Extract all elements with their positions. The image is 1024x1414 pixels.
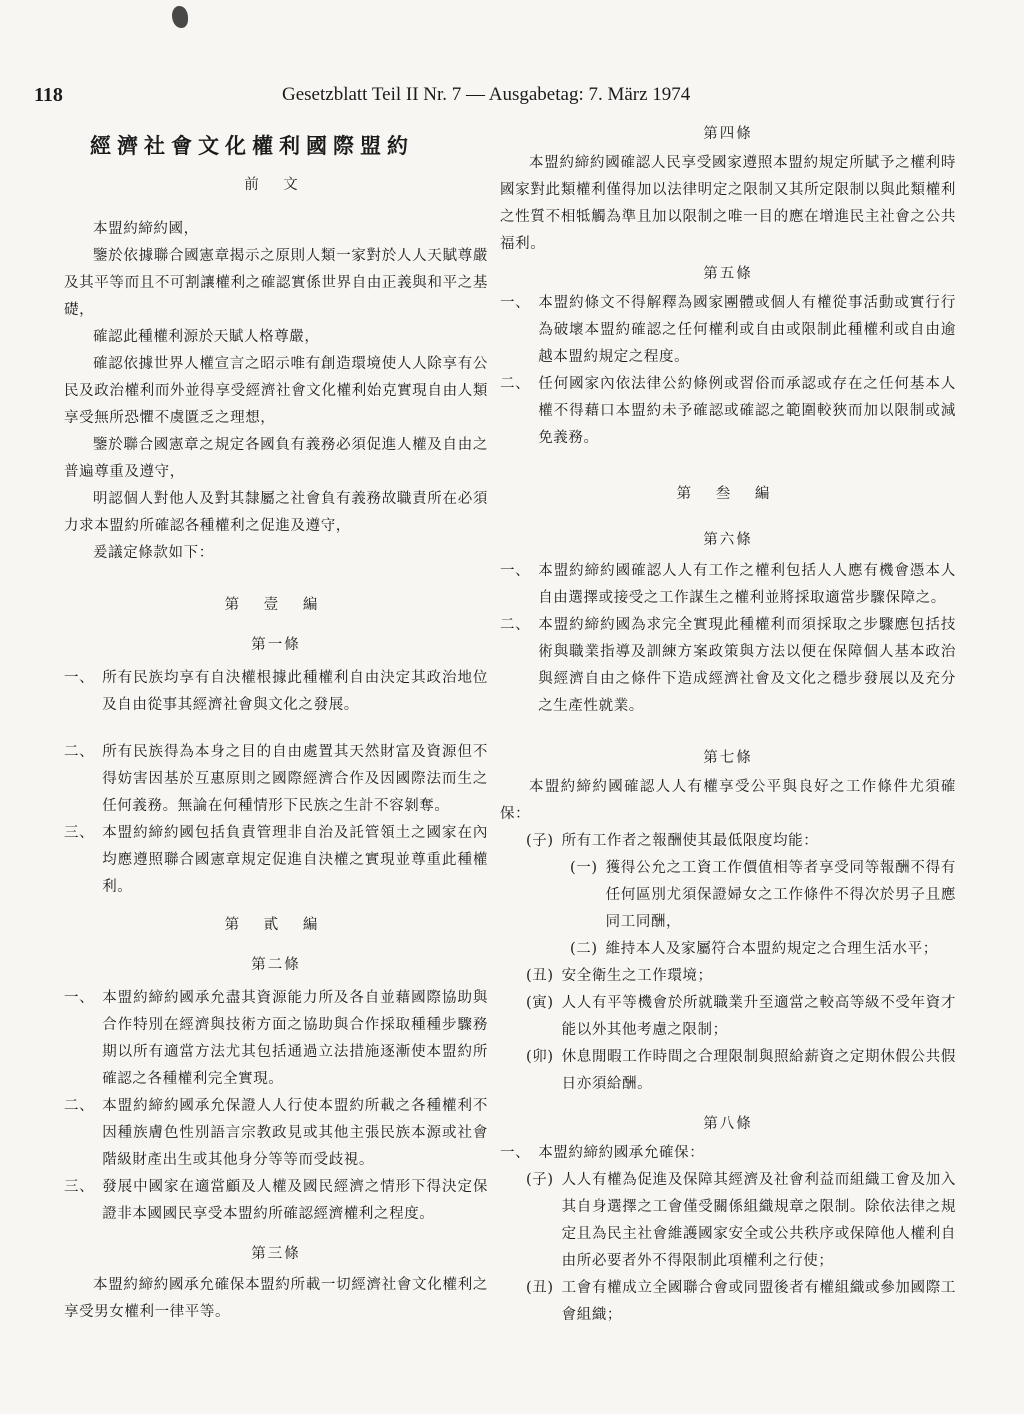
article-subclause [570,936,956,963]
clause-text: 所有民族得為本身之目的自由處置其天然財富及資源但不得妨害因基於互惠原則之國際經濟合作及因國際法而生之任何義務。無論在何種情形下民族之生計不容剝奪。 [102,744,488,814]
article-clause [64,1174,488,1228]
clause-number: (子) [526,1172,554,1188]
clause-number: 一、 [64,670,95,686]
article-clause [500,1140,956,1167]
article-subclause [526,1275,956,1329]
clause-number: 二、 [500,617,531,633]
article-subclause [526,963,956,990]
ink-blot [172,6,188,28]
clause-number: (子) [526,833,554,849]
clause-text: 本盟約締約國承允盡其資源能力所及各自並藉國際協助與合作特別在經濟與技術方面之協助與合作採取種種步驟務期以所有適當方法尤其包括通過立法措施逐漸使本盟約所確認之各種權利完全實現。 [102,990,488,1087]
clause-number: (丑) [526,1280,554,1296]
clause-text: 本盟約條文不得解釋為國家團體或個人有權從事活動或實行行為破壞本盟約確認之任何權利或自由或限制此種權利或自由逾越本盟約規定之程度。 [538,295,956,365]
clause-number: 三、 [64,1179,95,1195]
clause-number: (寅) [526,995,554,1011]
left-column [64,122,488,1326]
clause-number: 一、 [500,563,531,579]
clause-text: 休息閒暇工作時間之合理限制與照給薪資之定期休假公共假日亦須給酬。 [561,1049,956,1092]
clause-text: 工會有權成立全國聯合會或同盟後者有權組織或參加國際工會組織； [561,1280,956,1323]
clause-number: 二、 [64,1098,95,1114]
article-heading: 第五條 [703,266,753,282]
preamble-para: 爰議定條款如下： [93,545,214,561]
clause-number: 一、 [64,990,95,1006]
article-heading: 第二條 [251,957,301,973]
clause-number: 二、 [64,744,95,760]
clause-text: 本盟約締約國確認人人有工作之權利包括人人應有機會憑本人自由選擇或接受之工作謀生之權利並將採取適當步驟保障之。 [538,563,956,606]
clause-number: 一、 [500,295,531,311]
clause-number: (丑) [526,968,554,984]
clause-text: 安全衛生之工作環境； [561,968,713,984]
preamble-para: 本盟約締約國， [93,221,199,237]
clause-number: 二、 [500,376,531,392]
article-clause [64,1093,488,1174]
article-text: 本盟約締約國確認人民享受國家遵照本盟約規定所賦予之權利時國家對此類權利僅得加以法律明定之限制又其所定限制以與此類權利之性質不相牴觸為準且加以限制之唯一目的應在增進民主社會之公共福利。 [500,155,956,252]
clause-number: 一、 [500,1145,531,1161]
clause-number: 三、 [64,825,95,841]
article-clause [500,612,956,720]
document-title: 經濟社會文化權利國際盟約 [90,133,414,158]
clause-text: 維持本人及家屬符合本盟約規定之合理生活水平； [605,941,938,957]
preamble-para: 確認此種權利源於天賦人格尊嚴， [93,329,320,345]
clause-number: (一) [570,860,598,876]
clause-text: 本盟約締約國承允保證人人行使本盟約所載之各種權利不因種族膚色性別語言宗教政見或其他主張民族本源或社會階級財產出生或其他身分等等而受歧視。 [102,1098,488,1168]
part-heading: 第 叁 編 [676,486,780,502]
clause-text: 本盟約締約國承允確保： [538,1145,705,1161]
preamble [64,216,488,567]
article-clause [500,371,956,452]
right-column [500,122,956,1329]
article-clause [500,290,956,371]
part-heading: 第 壹 編 [224,597,328,613]
clause-text: 人人有平等機會於所就職業升至適當之較高等級不受年資才能以外其他考慮之限制； [561,995,956,1038]
article-heading: 第四條 [703,126,753,142]
clause-text: 所有民族均享有自決權根據此種權利自由決定其政治地位及自由從事其經濟社會與文化之發展。 [102,670,488,713]
article-text: 本盟約締約國確認人人有權享受公平與良好之工作條件尤須確保： [500,779,956,822]
article-clause [64,739,488,820]
article-subclause [570,855,956,936]
clause-text: 本盟約締約國為求完全實現此種權利而須採取之步驟應包括技術與職業指導及訓練方案政策與方法以便在保障個人基本政治與經濟自由之條件下造成經濟社會及文化之穩步發展以及充分之生產性就業。 [538,617,956,714]
preamble-para: 明認個人對他人及對其隸屬之社會負有義務故職責所在必須力求本盟約所確認各種權利之促進及遵守， [64,491,488,534]
article-text: 本盟約締約國承允確保本盟約所載一切經濟社會文化權利之享受男女權利一律平等。 [64,1277,488,1320]
article-clause [64,985,488,1093]
clause-text: 本盟約締約國包括負責管理非自治及託管領土之國家在內均應遵照聯合國憲章規定促進自決權之實現並尊重此種權利。 [102,825,488,895]
article-heading: 第八條 [703,1116,753,1132]
article-clause [500,558,956,612]
clause-number: (卯) [526,1049,554,1065]
clause-text: 發展中國家在適當顧及人權及國民經濟之情形下得決定保證非本國國民享受本盟約所確認經濟權利之程度。 [102,1179,488,1222]
preamble-para: 鑒於依據聯合國憲章揭示之原則人類一家對於人人天賦尊嚴及其平等而且不可割讓權利之確認實係世界自由正義與和平之基礎， [64,248,488,318]
clause-text: 所有工作者之報酬使其最低限度均能： [561,833,819,849]
article-heading: 第六條 [703,532,753,548]
article-clause [64,820,488,901]
article-heading: 第七條 [703,750,753,766]
article-heading: 第一條 [251,637,301,653]
preamble-para: 鑒於聯合國憲章之規定各國負有義務必須促進人權及自由之普遍尊重及遵守， [64,437,488,480]
running-head: Gesetzblatt Teil II Nr. 7 — Ausgabetag: 7. März 1974 [282,84,691,105]
article-subclause [526,828,956,855]
clause-number: (二) [570,941,598,957]
article-heading: 第三條 [251,1246,301,1262]
clause-text: 獲得公允之工資工作價值相等者享受同等報酬不得有任何區別尤須保證婦女之工作條件不得次於男子且應同工同酬， [605,860,956,930]
clause-text: 人人有權為促進及保障其經濟及社會利益而組織工會及加入其自身選擇之工會僅受關係組織規章之限制。除依法律之規定且為民主社會維護國家安全或公共秩序或保障他人權利自由所必要者外不得限制此項權利之行使； [561,1172,956,1269]
article-subclause [526,1167,956,1275]
clause-text: 任何國家內依法律公約條例或習俗而承認或存在之任何基本人權不得藉口本盟約未予確認或確認之範圍較狹而加以限制或減免義務。 [538,376,956,446]
part-heading: 第 貳 編 [224,917,328,933]
preamble-para: 確認依據世界人權宣言之昭示唯有創造環境使人人除享有公民及政治權利而外並得享受經濟社會文化權利始克實現自由人類享受無所恐懼不虞匱乏之理想， [64,356,488,426]
page-header [34,84,984,110]
article-subclause [526,1044,956,1098]
article-clause [64,665,488,719]
article-subclause [526,990,956,1044]
page-number: 118 [34,84,63,106]
preamble-heading: 前 文 [244,177,308,193]
